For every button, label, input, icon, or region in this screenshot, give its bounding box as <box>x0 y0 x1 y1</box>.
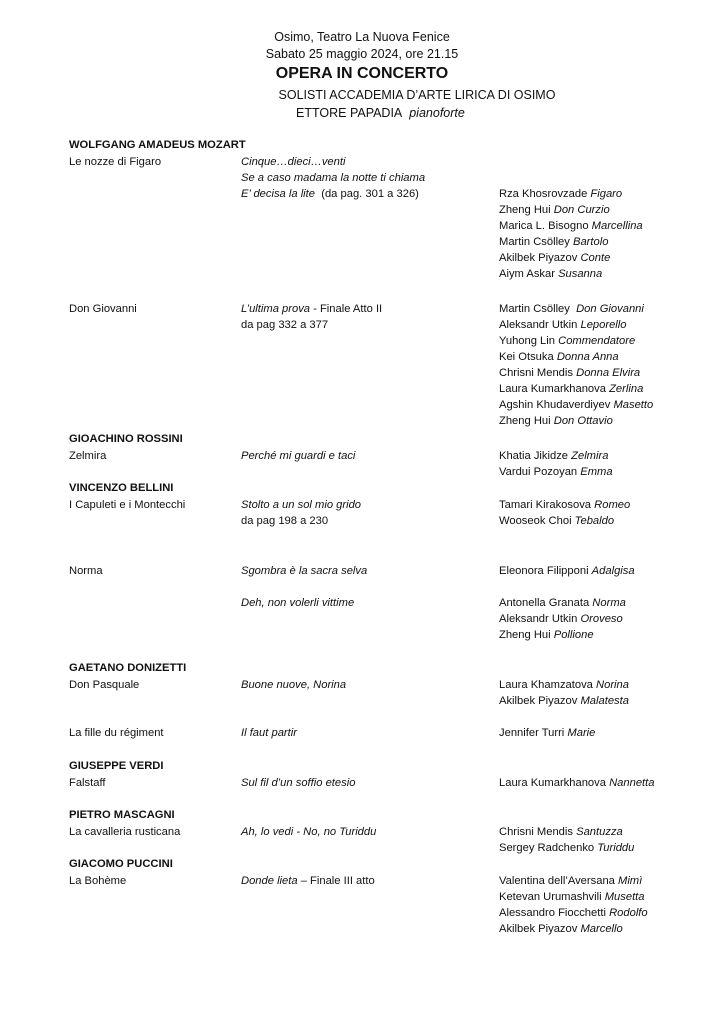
piece-title: Deh, non volerli vittime <box>241 597 355 609</box>
role-name: Emma <box>580 466 613 478</box>
pianist-line <box>296 105 465 122</box>
piece-with-suffix <box>241 301 382 317</box>
role-name: Romeo <box>594 499 631 511</box>
piece-title: Se a caso madama la notte ti chiama <box>241 172 426 184</box>
piece-suffix: – Finale III atto <box>297 875 375 887</box>
opera-title: Norma <box>69 565 103 577</box>
concert-subtitle: SOLISTI ACCADEMIA D’ARTE LIRICA DI OSIMO <box>278 88 556 102</box>
opera-title: La cavalleria rusticana <box>69 826 181 838</box>
cast-line <box>499 365 640 381</box>
composer-heading: WOLFGANG AMADEUS MOZART <box>69 139 246 151</box>
singer-name: Wooseok Choi <box>499 515 572 527</box>
opera-title: La Bohème <box>69 875 127 887</box>
singer-name: Alessandro Fiocchetti <box>499 907 606 919</box>
role-name: Zerlina <box>609 383 644 395</box>
role-name: Nannetta <box>609 777 655 789</box>
concert-title: OPERA IN CONCERTO <box>275 65 449 82</box>
piece-title: Cinque…dieci…venti <box>241 156 346 168</box>
piece-title: Sul fil d’un soffio etesio <box>241 777 356 789</box>
role-name: Musetta <box>604 891 645 903</box>
opera-title: Don Pasquale <box>69 679 140 691</box>
cast-line <box>499 218 643 234</box>
role-name: Leporello <box>580 319 627 331</box>
cast-line <box>499 333 635 349</box>
singer-name: Marica L. Bisogno <box>499 220 589 232</box>
piece-title: Perché mi guardi e taci <box>241 450 356 462</box>
cast-line <box>499 413 613 429</box>
singer-name: Aleksandr Utkin <box>499 319 578 331</box>
singer-name: Akilbek Piyazov <box>499 695 578 707</box>
singer-name: Khatia Jikidze <box>499 450 569 462</box>
cast-line <box>499 266 602 282</box>
composer-heading: GIACOMO PUCCINI <box>69 858 173 870</box>
role-name: Donna Anna <box>556 351 619 363</box>
role-name: Conte <box>580 252 611 264</box>
cast-line <box>499 448 608 464</box>
cast-line <box>499 497 630 513</box>
singer-name: Akilbek Piyazov <box>499 923 578 935</box>
singer-name: Vardui Pozoyan <box>499 466 578 478</box>
role-name: Masetto <box>613 399 654 411</box>
role-name: Don Giovanni <box>576 303 644 315</box>
singer-name: Tamari Kirakosova <box>499 499 592 511</box>
composer-heading: PIETRO MASCAGNI <box>69 809 175 821</box>
role-name: Oroveso <box>580 613 623 625</box>
piece-suffix: - Finale Atto II <box>310 303 383 315</box>
singer-name: Laura Khamzatova <box>499 679 593 691</box>
role-name: Zelmira <box>571 450 609 462</box>
role-name: Commendatore <box>558 335 636 347</box>
piece-title: Il faut partir <box>241 727 297 739</box>
role-name: Turiddu <box>597 842 635 854</box>
singer-name: Zheng Hui <box>499 629 551 641</box>
cast-line <box>499 840 634 856</box>
cast-line <box>499 563 635 579</box>
singer-name: Laura Kumarkhanova <box>499 777 606 789</box>
role-name: Figaro <box>590 188 623 200</box>
pianist-role: pianoforte <box>409 106 465 120</box>
opera-title: Le nozze di Figaro <box>69 156 162 168</box>
role-name: Adalgisa <box>591 565 635 577</box>
page-range: da pag 332 a 377 <box>241 319 329 331</box>
singer-name: Valentina dell’Aversana <box>499 875 615 887</box>
role-name: Tebaldo <box>574 515 615 527</box>
role-name: Bartolo <box>572 236 609 248</box>
role-name: Mimì <box>618 875 643 887</box>
piece-title: E’ decisa la lite <box>241 188 316 200</box>
cast-line <box>499 627 594 643</box>
piece-title: Stolto a un sol mio grido <box>241 499 362 511</box>
singer-name: Ketevan Urumashvili <box>499 891 602 903</box>
cast-line <box>499 250 610 266</box>
singer-name: Zheng Hui <box>499 415 551 427</box>
cast-line <box>499 905 648 921</box>
cast-line <box>499 513 614 529</box>
singer-name: Aiym Askar <box>499 268 555 280</box>
pianist-name: ETTORE PAPADIA <box>296 106 403 120</box>
singer-name: Zheng Hui <box>499 204 551 216</box>
cast-line <box>499 186 622 202</box>
singer-name: Agshin Khudaverdiyev <box>499 399 611 411</box>
role-name: Susanna <box>558 268 603 280</box>
piece-with-suffix <box>241 873 375 889</box>
cast-line <box>499 693 629 709</box>
singer-name: Martin Csölley <box>499 236 570 248</box>
piece-title: L’ultima prova <box>241 303 311 315</box>
opera-title: La fille du régiment <box>69 727 164 739</box>
role-name: Rodolfo <box>609 907 648 919</box>
piece-title: Ah, lo vedi - No, no Turiddu <box>241 826 377 838</box>
cast-line <box>499 202 610 218</box>
piece-title: Sgombra è la sacra selva <box>241 565 368 577</box>
cast-line <box>499 775 655 791</box>
composer-heading: GIUSEPPE VERDI <box>69 760 164 772</box>
role-name: Norina <box>596 679 629 691</box>
cast-line <box>499 921 623 937</box>
singer-name: Chrisni Mendis <box>499 367 573 379</box>
composer-heading: GIOACHINO ROSSINI <box>69 433 183 445</box>
singer-name: Eleonora Filipponi <box>499 565 589 577</box>
cast-line <box>499 349 619 365</box>
role-name: Don Ottavio <box>553 415 613 427</box>
composer-heading: VINCENZO BELLINI <box>69 482 174 494</box>
opera-title: Falstaff <box>69 777 106 789</box>
piece-title: Donde lieta <box>241 875 298 887</box>
role-name: Marcellina <box>591 220 643 232</box>
cast-line <box>499 595 626 611</box>
cast-line <box>499 317 627 333</box>
page-range: da pag 198 a 230 <box>241 515 329 527</box>
cast-line <box>499 464 613 480</box>
cast-line <box>499 677 629 693</box>
opera-title: I Capuleti e i Montecchi <box>69 499 186 511</box>
cast-line <box>499 381 643 397</box>
cast-line <box>499 234 608 250</box>
cast-line <box>499 611 623 627</box>
role-name: Donna Elvira <box>576 367 641 379</box>
date-line: Sabato 25 maggio 2024, ore 21.15 <box>265 47 459 61</box>
role-name: Norma <box>592 597 626 609</box>
singer-name: Martin Csölley <box>499 303 570 315</box>
singer-name: Laura Kumarkhanova <box>499 383 606 395</box>
singer-name: Jennifer Turri <box>499 727 565 739</box>
role-name: Marie <box>567 727 596 739</box>
singer-name: Chrisni Mendis <box>499 826 573 838</box>
cast-line <box>499 725 595 741</box>
role-name: Santuzza <box>576 826 623 838</box>
cast-line <box>499 824 623 840</box>
singer-name: Rza Khosrovzade <box>499 188 588 200</box>
composer-heading: GAETANO DONIZETTI <box>69 662 187 674</box>
cast-line <box>499 397 653 413</box>
singer-name: Sergey Radchenko <box>499 842 595 854</box>
cast-line <box>499 889 645 905</box>
opera-title: Zelmira <box>69 450 107 462</box>
opera-title: Don Giovanni <box>69 303 137 315</box>
venue-line: Osimo, Teatro La Nuova Fenice <box>274 30 450 44</box>
role-name: Malatesta <box>580 695 629 707</box>
page-range: (da pag. 301 a 326) <box>321 188 419 200</box>
singer-name: Kei Otsuka <box>499 351 554 363</box>
role-name: Marcello <box>580 923 623 935</box>
role-name: Don Curzio <box>553 204 610 216</box>
singer-name: Aleksandr Utkin <box>499 613 578 625</box>
singer-name: Antonella Granata <box>499 597 590 609</box>
singer-name: Yuhong Lin <box>499 335 555 347</box>
piece-title: Buone nuove, Norina <box>241 679 347 691</box>
role-name: Pollione <box>553 629 594 641</box>
piece-with-pages <box>241 186 419 202</box>
singer-name: Akilbek Piyazov <box>499 252 578 264</box>
cast-line <box>499 301 644 317</box>
cast-line <box>499 873 642 889</box>
